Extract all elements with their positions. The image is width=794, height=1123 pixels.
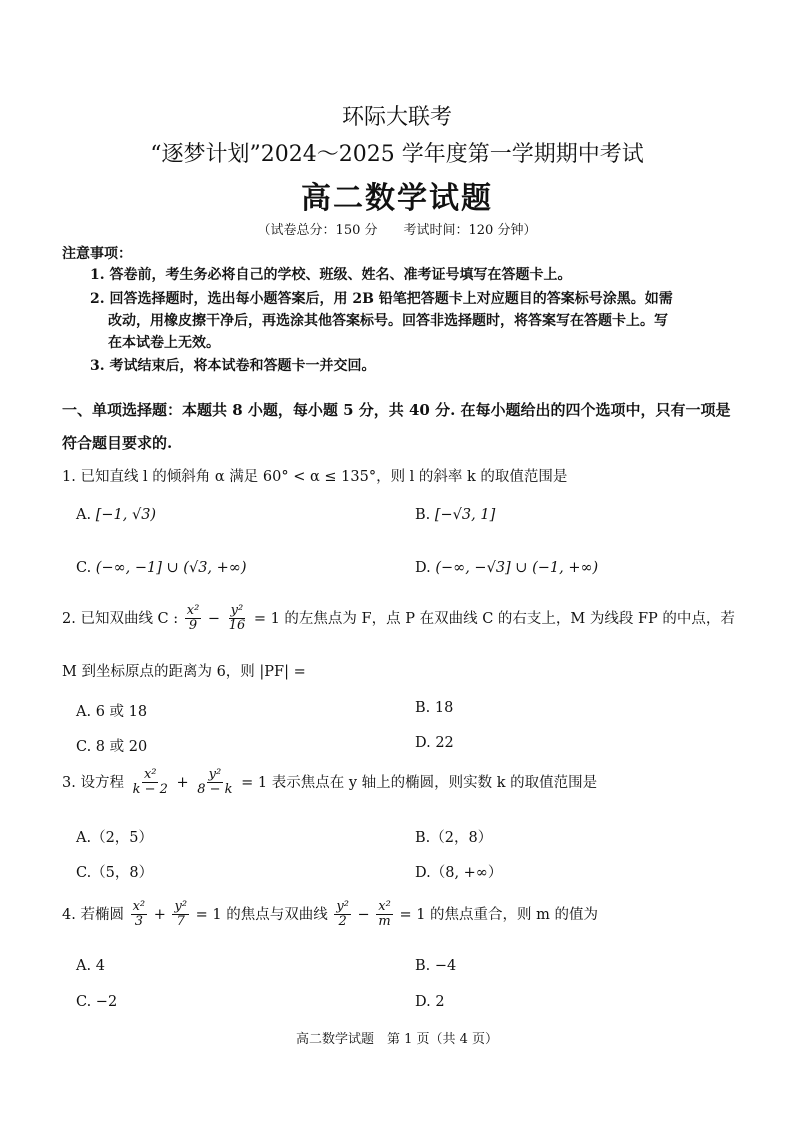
fraction	[376, 900, 393, 930]
q3-option-b[interactable]: B.（2，8）	[415, 830, 493, 846]
q4-suffix: = 1 的焦点重合，则 m 的值为	[399, 906, 599, 923]
question-2-stem-cont: M 到坐标原点的距离为 6，则 |PF| =	[62, 664, 306, 680]
operator: −	[357, 906, 370, 923]
notice-item-2-cont: 改动，用橡皮擦干净后，再选涂其他答案标号。回答非选择题时，将答案写在答题卡上。写	[108, 313, 668, 329]
numerator: y²	[230, 603, 244, 618]
option-value: (−∞, −1] ∪ (√3, +∞)	[95, 560, 247, 576]
fraction	[227, 604, 248, 634]
q3-suffix: = 1 表示焦点在 y 轴上的椭圆，则实数 k 的取值范围是	[241, 774, 598, 791]
exam-session-title: “逐梦计划”2024～2025 学年度第一学期期中考试	[150, 142, 644, 167]
numerator: y²	[174, 899, 188, 914]
q2-option-c[interactable]: C. 8 或 20	[76, 739, 148, 755]
fraction	[185, 604, 202, 634]
page-title: 高二数学试题	[301, 181, 493, 216]
q2-option-a[interactable]: A. 6 或 18	[76, 704, 148, 720]
notice-item-2-cont2: 在本试卷上无效。	[108, 335, 220, 351]
notice-item-2: 2. 回答选择题时，选出每小题答案后，用 2B 铅笔把答题卡上对应题目的答案标号涂黑。如需	[90, 291, 673, 307]
q1-option-c[interactable]	[76, 560, 247, 576]
denominator: 2	[338, 914, 347, 930]
page-footer: 高二数学试题 第 1 页（共 4 页）	[295, 1032, 499, 1047]
option-value: (−∞, −√3] ∪ (−1, +∞)	[435, 560, 599, 576]
question-3-stem	[62, 768, 597, 798]
q3-option-a[interactable]: A.（2，5）	[76, 830, 154, 846]
option-value: [−√3, 1]	[434, 507, 496, 523]
q4-mid: = 1 的焦点与双曲线	[195, 906, 328, 923]
fraction	[172, 900, 189, 930]
operator: −	[207, 610, 221, 627]
denominator: 7	[176, 914, 185, 930]
q1-option-d[interactable]	[415, 560, 598, 576]
option-label: A.	[76, 507, 92, 523]
denominator: 9	[188, 618, 198, 634]
q4-prefix: 4. 若椭圆	[62, 906, 124, 923]
denominator: k − 2	[132, 782, 168, 798]
option-label: D.	[415, 560, 431, 576]
q3-option-d[interactable]: D.（8, +∞）	[415, 865, 503, 881]
option-label: C.	[76, 560, 92, 576]
question-4-stem	[62, 900, 598, 930]
q2-suffix: = 1 的左焦点为 F，点 P 在双曲线 C 的右支上，M 为线段 FP 的中点，若	[253, 610, 735, 627]
fraction	[195, 768, 234, 798]
numerator: x²	[132, 899, 146, 914]
question-2-stem	[62, 604, 735, 634]
q1-option-a[interactable]	[76, 507, 156, 523]
exam-info: （试卷总分：150 分 考试时间：120 分钟）	[257, 223, 537, 238]
numerator: y²	[336, 899, 349, 914]
q4-option-c[interactable]: C. −2	[76, 994, 118, 1010]
section-heading: 一、单项选择题：本题共 8 小题，每小题 5 分，共 40 分. 在每小题给出的四个选项中，只有一项是	[62, 401, 731, 419]
numerator: x²	[143, 767, 157, 782]
q1-option-b[interactable]	[415, 507, 495, 523]
notice-item-1: 1. 答卷前，考生务必将自己的学校、班级、姓名、准考证号填写在答题卡上。	[90, 267, 572, 283]
q2-prefix: 2. 已知双曲线 C :	[62, 610, 179, 627]
denominator: 3	[134, 914, 143, 930]
numerator: x²	[378, 899, 391, 914]
fraction	[131, 768, 170, 798]
operator: +	[153, 906, 166, 923]
denominator: 8 − k	[197, 782, 233, 798]
fraction	[131, 900, 148, 930]
fraction	[334, 900, 351, 930]
q3-option-c[interactable]: C.（5，8）	[76, 865, 154, 881]
section-heading-cont: 符合题目要求的.	[62, 434, 173, 452]
q3-prefix: 3. 设方程	[62, 774, 124, 791]
numerator: x²	[186, 603, 200, 618]
question-1-stem: 1. 已知直线 l 的倾斜角 α 满足 60° < α ≤ 135°，则 l 的斜率 k 的取值范围是	[62, 469, 568, 485]
q4-option-d[interactable]: D. 2	[415, 994, 445, 1010]
denominator: 16	[228, 618, 246, 634]
denominator: m	[378, 914, 391, 930]
q2-option-b[interactable]: B. 18	[415, 700, 454, 716]
notice-item-3: 3. 考试结束后，将本试卷和答题卡一并交回。	[90, 358, 376, 374]
option-label: B.	[415, 507, 431, 523]
q4-option-b[interactable]: B. −4	[415, 958, 457, 974]
exam-union-title: 环际大联考	[341, 105, 452, 130]
notice-title: 注意事项：	[62, 246, 132, 262]
q2-option-d[interactable]: D. 22	[415, 735, 454, 751]
operator: +	[176, 774, 189, 791]
option-value: [−1, √3)	[95, 507, 157, 523]
q4-option-a[interactable]: A. 4	[76, 958, 105, 974]
numerator: y²	[208, 767, 222, 782]
